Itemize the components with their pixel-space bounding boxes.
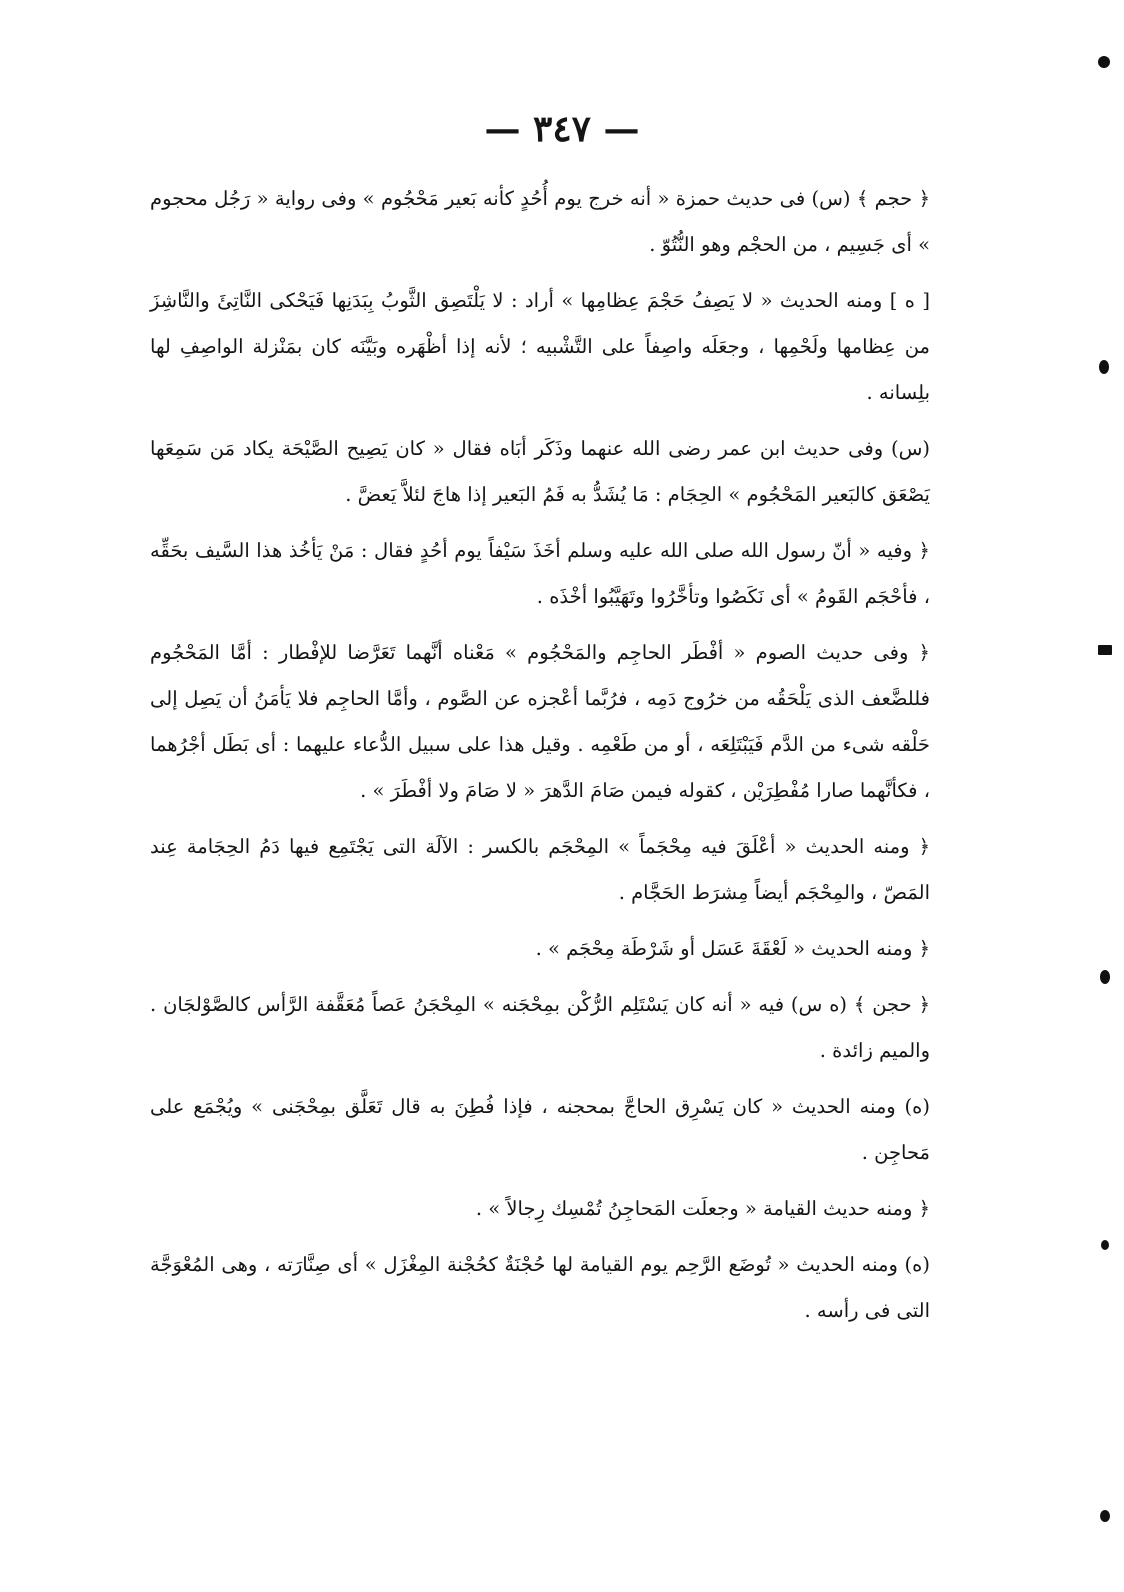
scan-edge-mark xyxy=(1100,1510,1110,1522)
hadith-paragraph: ﴿ ومنه الحديث « لَعْقَةَ عَسَل أو شَرْطَة مِحْجَم » . xyxy=(535,937,930,960)
hadith-paragraph: ﴿ وفيه « أنّ رسول الله صلى الله عليه وسلم أخَذَ سَيْفاً يوم أحُدٍ فقال : مَنْ يَأخُذ هذا السَّيف بحَقِّه ، فأحْجَم القَومُ » أى نَكَصُوا وتأخَّرُوا وتَهَيَّبُوا أخْذَه . xyxy=(150,539,930,608)
entry-hajm-paragraph: ﴿ حجم ﴾ (س) فى حديث حمزة « أنه خرج يوم أُحُدٍ كأنه بَعير مَحْجُوم » وفى رواية « رَجُل محجوم » أى جَسِيم ، من الحجْم وهو النُّتُوّ . xyxy=(150,187,930,256)
scan-edge-mark xyxy=(1101,1240,1109,1250)
hadith-paragraph: (ه) ومنه الحديث « كان يَسْرِق الحاجَّ بمحجنه ، فإذا فُطِنَ به قال تَعَلَّق بمِحْجَنى » ويُجْمَع على مَحاجِن . xyxy=(150,1095,930,1164)
hadith-paragraph: ﴿ ومنه الحديث « أعْلَقَ فيه مِحْجَماً » المِحْجَم بالكسر : الآلَة التى يَجْتَمِع فيها دَمُ الحِجَامة عِند المَصّ ، والمِحْجَم أيضاً مِشرَط الحَجَّام . xyxy=(150,835,930,904)
hadith-paragraph: ﴿ وفى حديث الصوم « أفْطَر الحاجِم والمَحْجُوم » مَعْناه أنَّهما تَعَرَّضا للإفْطار : أمَّا المَحْجُوم فللضَّعف الذى يَلْحَقُه من خرُوج دَمِه ، فرُبَّما أعْجزه عن الصَّوم ، وأمَّا الحاجِم فلا يَأمَنُ أن يَصِل إلى حَلْقه شىء من الدَّم فَيَبْتَلِعَه ، أو من طَعْمِه . وقيل هذا على سبيل الدُّعاء عليهما : أى بَطَل أجْرُهما ، فكأنَّهما صارا مُفْطِرَيْن ، كقوله فيمن صَامَ الدَّهرَ « لا صَامَ ولا أفْطَرَ » . xyxy=(150,641,930,802)
entry-hajan-paragraph: ﴿ حجن ﴾ (ه س) فيه « أنه كان يَسْتَلِم الرُّكْن بمِحْجَنه » المِحْجَنُ عَصاً مُعَقَّفة الرَّأس كالصَّوْلجَان . والميم زائدة . xyxy=(150,993,930,1062)
scan-edge-mark xyxy=(1099,360,1109,374)
hadith-paragraph: (س) وفى حديث ابن عمر رضى الله عنهما وذَكَر أبَاه فقال « كان يَصِيح الصَّيْحَة يكاد مَن سَمِعَها يَصْعَق كالبَعير المَحْجُوم » الحِجَام : مَا يُشَدُّ به فَمُ البَعير إذا هاجَ لئلاَّ يَعضَّ . xyxy=(150,437,930,506)
scan-edge-mark xyxy=(1098,56,1110,68)
scan-edge-mark xyxy=(1100,970,1110,984)
scan-edge-mark xyxy=(1098,645,1112,655)
hadith-paragraph: (ه) ومنه الحديث « تُوضَع الرَّحِم يوم القيامة لها حُجْنَةٌ كحُجْنة المِغْزَل » أى صِنَّارَته ، وهى المُعْوَجَّة التى فى رأسه . xyxy=(150,1253,930,1322)
hadith-paragraph: ﴿ ومنه حديث القيامة « وجعلَت المَحاجِنُ تُمْسِك رِجالاً » . xyxy=(475,1197,930,1220)
hadith-paragraph: [ ه ] ومنه الحديث « لا يَصِفُ حَجْمَ عِظامِها » أراد : لا يَلْتَصِق الثَّوبُ بِبَدَنِها فَيَحْكى النَّاتِئَ والنَّاشِزَ من عِظامها ولَحْمِها ، وجعَلَه واصِفاً على التَّشْبيه ؛ لأنه إذا أظْهَره وبَيَّنَه كان بمَنْزلة الواصِفِ لها بلِسانه . xyxy=(150,289,930,404)
page-number: — ٣٤٧ — xyxy=(484,108,640,150)
page-body xyxy=(150,176,930,1334)
